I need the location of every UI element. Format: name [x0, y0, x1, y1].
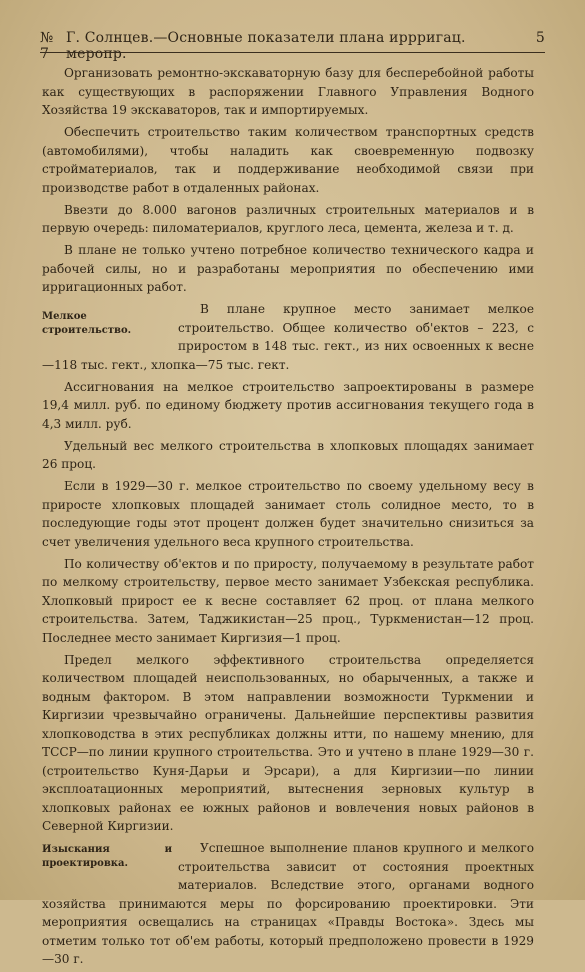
- running-header: [40, 30, 545, 62]
- page-number: 5: [535, 30, 545, 46]
- paragraph: Обеспечить строительство таким количеством транспортных средств (автомобилями), чтобы наладить как своевременную подвозку стройматериалов, так и поддерживание необходимой связи при производстве работ в отдаленных районах.: [42, 125, 534, 195]
- issue-number: № 7: [40, 30, 54, 62]
- paragraph-small-construction: В плане крупное место занимает мелкое строительство. Общее количество об'ектов – 223, с приростом в 148 тыс. гект., из них освоенных к весне—118 тыс. гект., хлопка—75 тыс. гект.: [42, 302, 534, 372]
- sidenote-surveys: Изыскания и проектировка.: [42, 844, 172, 869]
- paragraph: Ввезти до 8.000 вагонов различных строительных материалов и в первую очередь: пиломатериалов, круглого леса, цемента, железа и т. д.: [42, 202, 534, 235]
- paragraph: В плане не только учтено потребное количество технического кадра и рабочей силы, но и разработаны мероприятия по обеспечению ими ирригационных работ.: [42, 243, 534, 294]
- paragraph: Ассигнования на мелкое строительство запроектированы в размере 19,4 милл. руб. по единому бюджету против ассигнования текущего года в 4,3 милл. руб.: [42, 379, 534, 431]
- paragraph: Если в 1929—30 г. мелкое строительство по своему удельному весу в приросте хлопковых площадей занимает столь солидное место, то в последующие годы этот процент должен будет значительно снизиться за счет увеличения удельного веса крупного строительства.: [42, 479, 534, 549]
- paragraph: Предел мелкого эффективного строительства определяется количеством площадей неиспользованных, но обарыченных, а также и водным фактором. В этом направлении возможности Туркмении и Киргизии чрезвычайно ограничены. Дальнейшие перспективы развития хлопководства в этих республиках должны итти, по нашему мнению, для ТССР—по линии крупного строительства. Это и учтено в плане 1929—30 г. (строительство Куня-Дарьи и Эрсари), а для Киргизии—по линии эксплоатационных мероприятий, вытеснения зерновых культур в хлопковых районах ее южных районов и вовлечения новых районов в Северной Киргизии.: [42, 652, 534, 833]
- paragraph: По количеству об'ектов и по приросту, получаемому в результате работ по мелкому строительству, первое место занимает Узбекская республика. Хлопковый прирост ее к весне составляет 62 проц. от плана мелкого строительства. Затем, Таджикистан—25 проц., Туркменистан—12 проц. Последнее место занимает Киргизия—1 проц.: [42, 556, 534, 645]
- sidenote-small-construction: Мелкое строительство.: [42, 311, 132, 336]
- paragraph: Организовать ремонтно-экскаваторную базу для бесперебойной работы как существующих в распоряжении Главного Управления Водного Хозяйства 19 экскаваторов, так и импортируемых.: [42, 66, 534, 117]
- paragraph-surveys: Успешное выполнение планов крупного и мелкого строительства зависит от состояния проектных материалов. Вследствие этого, органами водного хозяйства принимаются меры по форсированию проектировки. Эти мероприятия освещались на страницах «Правды Востока». Здесь мы отметим только тот об'ем работы, который предположено провести в 1929—30 г.: [42, 841, 534, 966]
- article-body: [42, 64, 534, 972]
- header-rule: [40, 52, 545, 53]
- paragraph: Удельный вес мелкого строительства в хлопковых площадях занимает 26 проц.: [42, 438, 534, 471]
- running-title: Г. Солнцев.—Основные показатели плана иррригац. меропр.: [66, 30, 466, 62]
